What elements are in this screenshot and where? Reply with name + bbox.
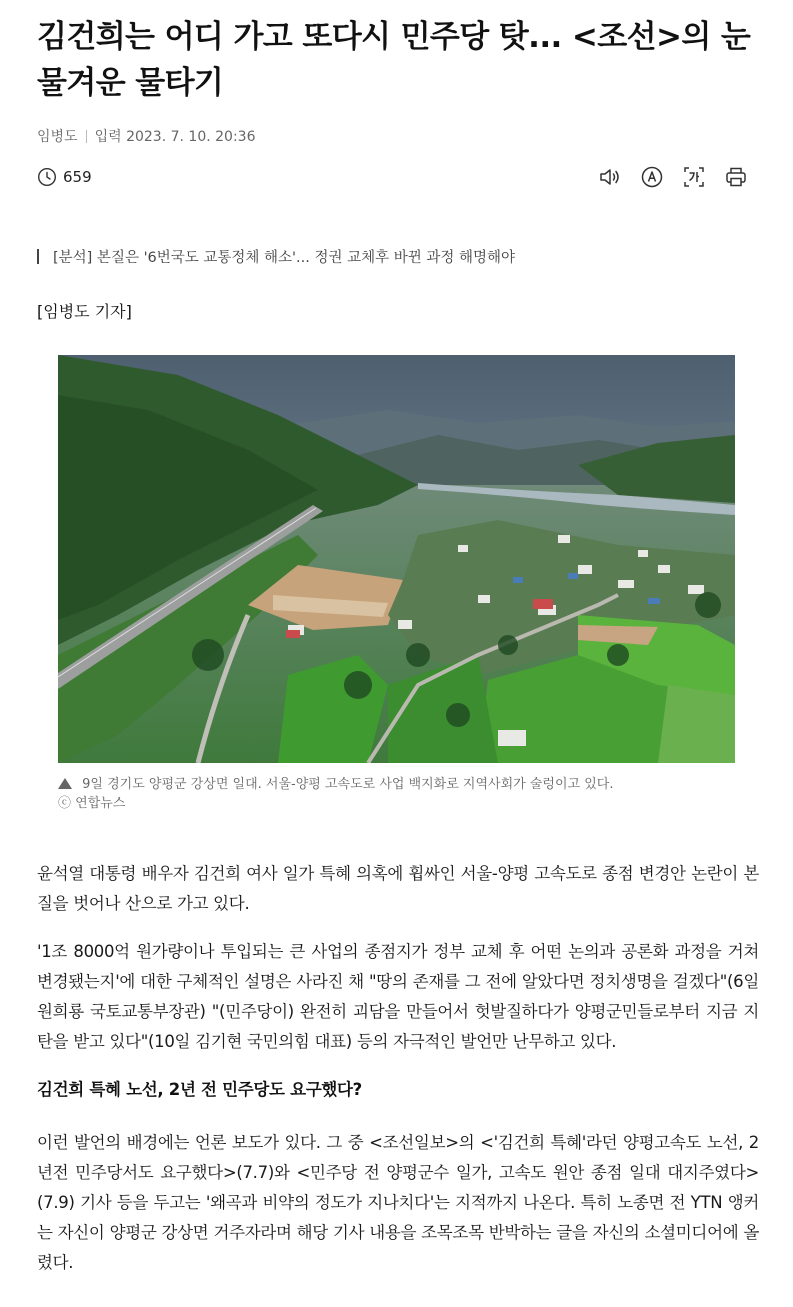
speaker-icon: [598, 165, 622, 189]
caption-text: 9일 경기도 양평군 강상면 일대. 서울-양평 고속도로 사업 백지화로 지역사회가 술렁이고 있다.: [82, 777, 614, 792]
article-summary: [37, 246, 515, 267]
clock-icon: [37, 167, 57, 187]
article-photo[interactable]: [58, 355, 735, 763]
translate-icon: [682, 165, 706, 189]
read-aloud-button[interactable]: [597, 164, 623, 190]
photo-caption: [58, 775, 748, 813]
font-size-icon: [640, 165, 664, 189]
summary-bar: [37, 249, 39, 264]
triangle-up-icon: [58, 778, 72, 789]
photo-credit: ⓒ 연합뉴스: [58, 796, 126, 811]
paragraph-1: 윤석열 대통령 배우자 김건희 여사 일가 특혜 의혹에 휩싸인 서울-양평 고속도로 종점 변경안 논란이 본질을 벗어나 산으로 가고 있다.: [37, 864, 759, 913]
view-count-value: 659: [63, 168, 92, 186]
print-icon: [724, 165, 748, 189]
paragraph-2: '1조 8000억 원가량이나 투입되는 큰 사업의 종점지가 정부 교체 후 어떤 논의과 공론화 과정을 거쳐 변경됐는지'에 대한 구체적인 설명은 사라진 채 "땅의 존재를 그 전에 알았다면 정치생명을 걸겠다"(6일 원희룡 국토교통부장관) "(민주당이) 완전히 괴담을 만들어서 헛발질하다가 양평군민들로부터 지금 지탄을 받고 있다"(10일 김기현 국민의힘 대표) 등의 자극적인 발언만 난무하고 있다.: [37, 942, 759, 1051]
paragraph-3: 이런 발언의 배경에는 언론 보도가 있다. 그 중 <조선일보>의 <'김건희 특혜'라던 양평고속도 노선, 2년전 민주당서도 요구했다>(7.7)와 <민주당 전 양평군수 일가, 고속도 원안 종점 일대 대지주였다>(7.9) 기사 등을 두고는 '왜곡과 비약의 정도가 지나치다'는 지적까지 나온다. 특히 노종면 전 YTN 앵커는 자신이 양평군 강상면 거주자라며 해당 기사 내용을 조목조목 반박하는 글을 자신의 소셜미디어에 올렸다.: [37, 1133, 759, 1272]
byline: [임병도 기자]: [37, 302, 132, 321]
translate-button[interactable]: [681, 164, 707, 190]
article-toolbar: [597, 164, 749, 190]
summary-text: [분석] 본질은 '6번국도 교통정체 해소'... 정권 교체후 바뀐 과정 해명해야: [53, 250, 516, 266]
published-date: 입력 2023. 7. 10. 20:36: [94, 129, 256, 145]
subheading: 김건희 특혜 노선, 2년 전 민주당도 요구했다?: [37, 1080, 362, 1099]
view-count: [37, 166, 92, 188]
article-meta: [37, 126, 255, 146]
aerial-landscape-photo: [58, 355, 735, 763]
print-button[interactable]: [723, 164, 749, 190]
author-name[interactable]: 임병도: [37, 129, 78, 145]
meta-divider: [86, 130, 87, 143]
article-title: 김건희는 어디 가고 또다시 민주당 탓... <조선>의 눈물겨운 물타기: [37, 19, 751, 101]
font-size-button[interactable]: [639, 164, 665, 190]
